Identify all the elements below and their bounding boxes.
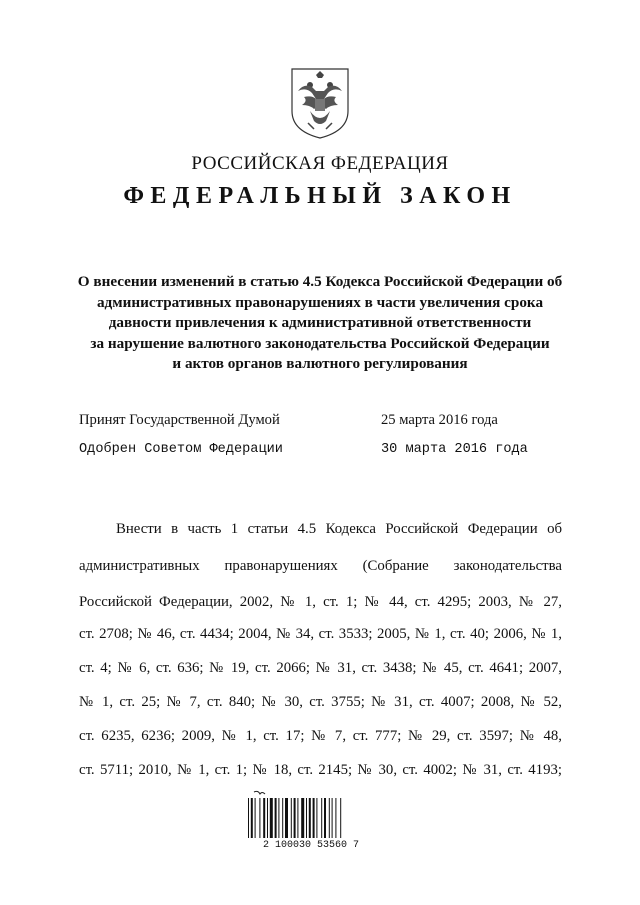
body-line: Российской Федерации, 2002, № 1, ст. 1; № 44, ст. 4295; 2003, № 27, — [79, 594, 562, 610]
subject-line: давности привлечения к административной ответственности — [108, 314, 532, 331]
body-line: ст. 4; № 6, ст. 636; № 19, ст. 2066; № 31, ст. 3438; № 45, ст. 4641; 2007, — [79, 660, 562, 676]
barcode-number: 2 100030 53560 7 — [262, 840, 359, 851]
body-line: ст. 2708; № 46, ст. 4434; 2004, № 34, ст. 3533; 2005, № 1, ст. 40; 2006, № 1, — [79, 626, 562, 642]
duma-adoption-label: Принят Государственной Думой — [79, 412, 280, 428]
body-line: ст. 5711; 2010, № 1, ст. 1; № 18, ст. 2145; № 30, ст. 4002; № 31, ст. 4193; — [79, 762, 562, 778]
subject-line: административных правонарушениях в части увеличения срока — [96, 293, 544, 311]
law-body-text — [79, 0, 562, 905]
body-line: Внести в часть 1 статьи 4.5 Кодекса Российской Федерации об — [116, 521, 562, 537]
body-line: № 1, ст. 25; № 7, ст. 840; № 30, ст. 3755; № 31, ст. 4007; 2008, № 52, — [79, 694, 562, 710]
body-line: ст. 6235, 6236; 2009, № 1, ст. 17; № 7, ст. 777; № 29, ст. 3597; № 48, — [79, 728, 562, 744]
subject-line: и актов органов валютного регулирования — [172, 355, 468, 372]
country-heading: РОССИЙСКАЯ ФЕДЕРАЦИЯ — [191, 153, 449, 174]
subject-line: за нарушение валютного законодательства Российской Федерации — [90, 334, 550, 352]
body-line: административных правонарушениях (Собрание законодательства — [79, 558, 562, 574]
subject-line: О внесении изменений в статью 4.5 Кодекса Российской Федерации об — [77, 273, 563, 290]
duma-adoption-date: 25 марта 2016 года — [381, 412, 498, 428]
law-type-title: ФЕДЕРАЛЬНЫЙ ЗАКОН — [123, 183, 517, 209]
document-barcode — [236, 790, 386, 856]
council-approval-label: Одобрен Советом Федерации — [79, 442, 283, 457]
barcode-bars — [236, 790, 386, 840]
council-approval-date: 30 марта 2016 года — [381, 442, 528, 457]
